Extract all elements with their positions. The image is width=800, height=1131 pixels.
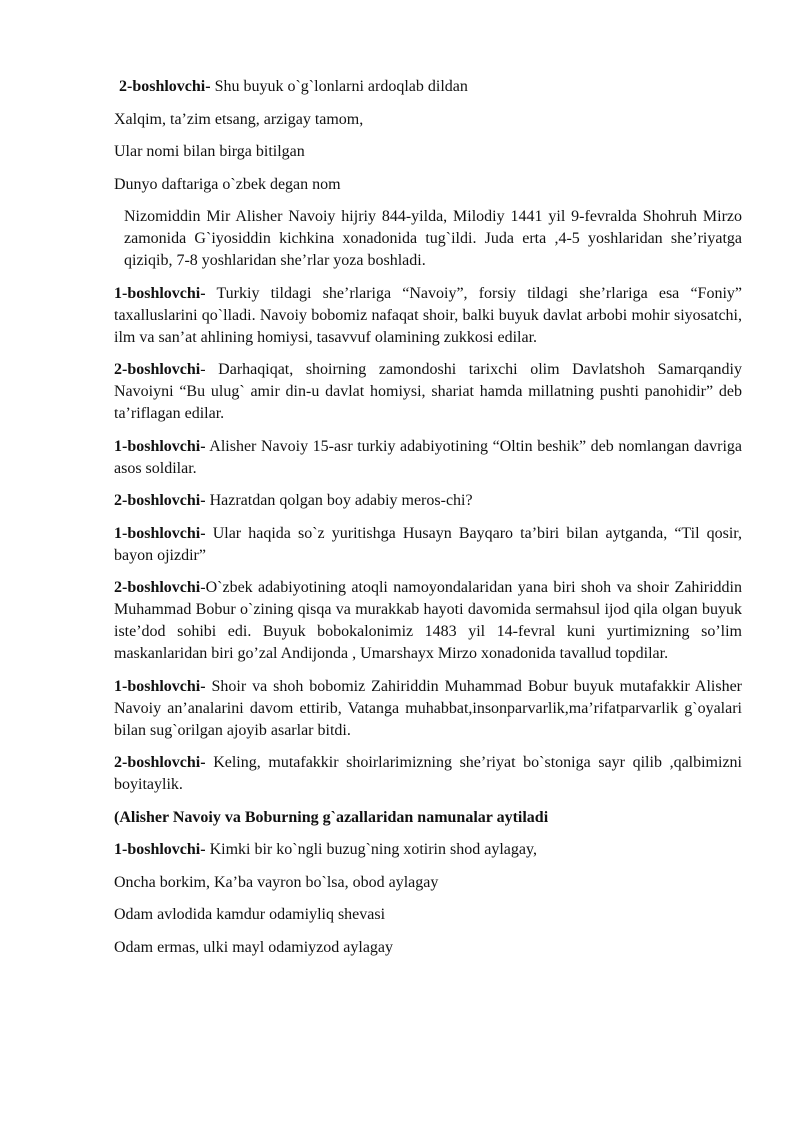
paragraph-text: Nizomiddin Mir Alisher Navoiy hijriy 844-yilda, Milodiy 1441 yil 9-fevralda Shohruh Mirzo zamonida G`iyosiddin kichkina xonadonida tug`ildi. Juda erta ,4-5 yoshlaridan she’riyatga qiziqib, 7-8 yoshlaridan she’rlar yoza boshladi. xyxy=(124,208,742,269)
verse-line xyxy=(114,937,742,959)
paragraph-7 xyxy=(114,359,742,425)
paragraph-text: Odam avlodida kamdur odamiyliq shevasi xyxy=(114,906,386,923)
speaker-label: 1-boshlovchi- xyxy=(114,437,206,455)
speaker-label: 1-boshlovchi- xyxy=(114,677,206,695)
paragraph-text: - Darhaqiqat, shoirning zamondoshi tarixchi olim Davlatshoh Samarqandiy Navoiyni “Bu ulug` amir din-u davlat homiysi, shariat hamda millatning pushti panohidir” deb ta’riflagan edilar. xyxy=(114,361,742,422)
paragraph-1 xyxy=(114,76,742,98)
paragraph-12 xyxy=(114,676,742,742)
paragraph-text: (Alisher Navoiy va Boburning g`azallaridan namunalar aytiladi xyxy=(114,808,549,826)
verse-line xyxy=(114,174,742,196)
speaker-label: 1-boshlovchi- xyxy=(114,524,206,542)
speaker-label: 2-boshlovchi xyxy=(114,579,201,596)
paragraph-text: Alisher Navoiy 15-asr turkiy adabiyotining “Oltin beshik” deb nomlangan davriga asos soldilar. xyxy=(114,437,742,477)
section-note xyxy=(114,807,742,829)
paragraph-15 xyxy=(114,839,742,861)
paragraph-8 xyxy=(114,436,742,480)
paragraph-6 xyxy=(114,283,742,349)
paragraph-text: Ular haqida so`z yuritishga Husayn Bayqaro ta’biri bilan aytganda, “Til qosir, bayon ojizdir” xyxy=(114,524,742,564)
paragraph-text: Turkiy tildagi she’rlariga “Navoiy”, forsiy tildagi she’rlariga esa “Foniy” taxalluslarini qo`lladi. Navoiy bobomiz nafaqat shoir, balki buyuk davlat arbobi mohir siyosatchi, ilm va san’at ahlining homiysi, tasavvuf olamining zukkosi edilar. xyxy=(114,284,742,346)
paragraph-13 xyxy=(114,752,742,796)
speaker-label: 1-boshlovchi- xyxy=(114,284,206,302)
verse-line xyxy=(114,872,742,894)
verse-line xyxy=(114,904,742,926)
paragraph-text: Xalqim, ta’zim etsang, arzigay tamom, xyxy=(114,110,364,128)
speaker-label: 2-boshlovchi- xyxy=(119,78,211,95)
verse-line xyxy=(114,141,742,163)
paragraph-text: Dunyo daftariga o`zbek degan nom xyxy=(114,175,341,193)
speaker-label: 1-boshlovchi- xyxy=(114,841,206,858)
paragraph-text: -O`zbek adabiyotining atoqli namoyondalaridan yana biri shoh va shoir Zahiriddin Muhammad Bobur o`zining qisqa va murakkab hayoti davomida sermahsul ijod qila olgan buyuk iste’dod sohibi edi. Buyuk bobokalonimiz 1483 yil 14-fevral kuni yurtimizning so’lim maskanlaridan biri go’zal Andijonda , Umarshayx Mirzo xonadonida tavallud topdilar. xyxy=(114,579,742,662)
paragraph-text: Keling, mutafakkir shoirlarimizning she’riyat bo`stoniga sayr qilib ,qalbimizni boyitaylik. xyxy=(114,754,742,793)
paragraph-9 xyxy=(114,490,742,512)
speaker-label: 2-boshlovchi xyxy=(114,361,201,378)
verse-line xyxy=(114,109,742,131)
paragraph-text: Shu buyuk o`g`lonlarni ardoqlab dildan xyxy=(210,78,468,95)
paragraph-text: Kimki bir ko`ngli buzug`ning xotirin shod aylagay, xyxy=(205,841,537,858)
paragraph-11 xyxy=(114,577,742,665)
paragraph-text: Odam ermas, ulki mayl odamiyzod aylagay xyxy=(114,938,394,956)
paragraph-text: Shoir va shoh bobomiz Zahiriddin Muhammad Bobur buyuk mutafakkir Alisher Navoiy an’analarini davom ettirib, Vatanga muhabbat,insonparvarlik,ma’rifatparvarlik g`oyalari bilan sug`orilgan ajoyib asarlar bitdi. xyxy=(114,677,742,739)
paragraph-text: Oncha borkim, Ka’ba vayron bo`lsa, obod aylagay xyxy=(114,873,439,891)
paragraph-text: Ular nomi bilan birga bitilgan xyxy=(114,143,305,160)
document-page xyxy=(114,76,742,969)
paragraph-text: Hazratdan qolgan boy adabiy meros-chi? xyxy=(205,492,473,509)
speaker-label: 2-boshlovchi- xyxy=(114,492,206,509)
paragraph-biography xyxy=(114,206,742,272)
paragraph-10 xyxy=(114,523,742,567)
speaker-label: 2-boshlovchi- xyxy=(114,754,206,771)
